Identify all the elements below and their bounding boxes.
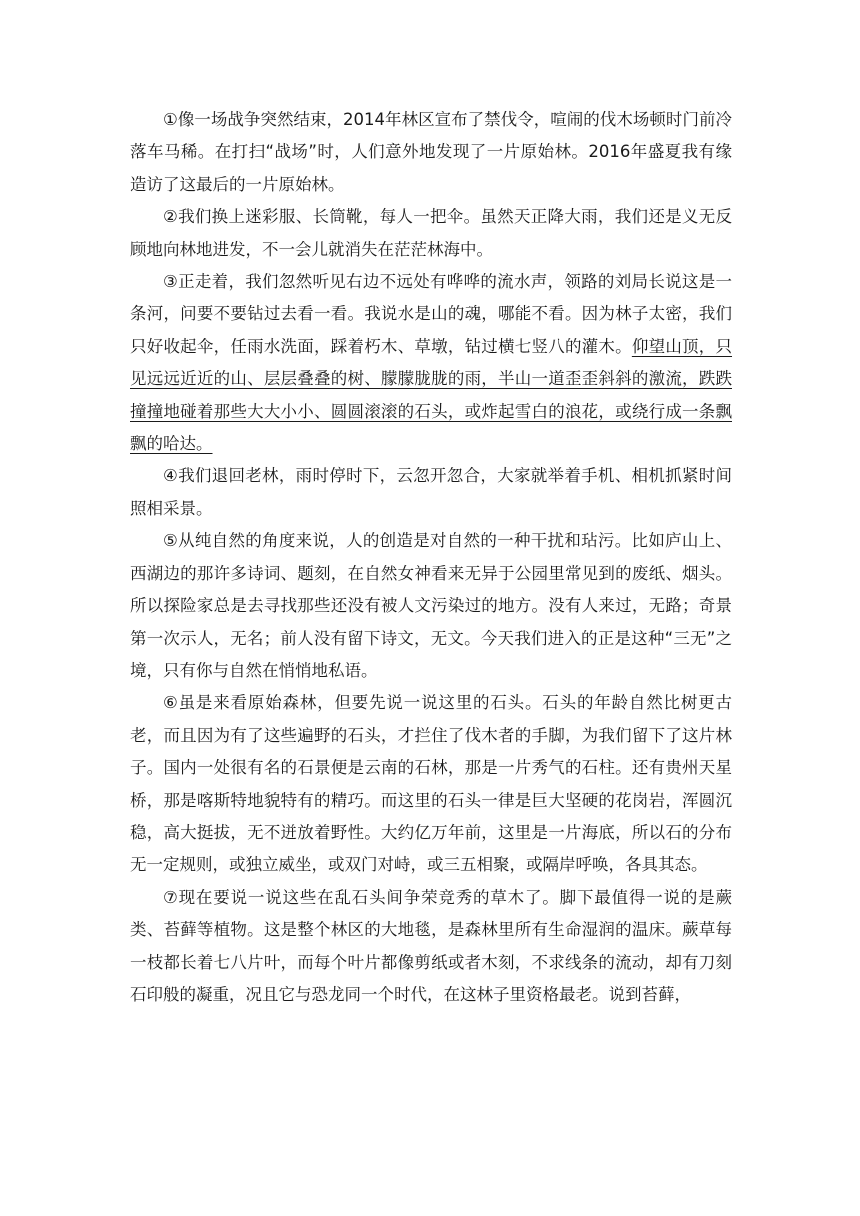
underlined-sentence: 仰望山顶，只见远远近近的山、层层叠叠的树、朦朦胧胧的雨，半山一道歪歪斜斜的激流，跌跌撞撞地碰着那些大大小小、圆圆滚滚的石头，或炸起雪白的浪花，或绕行成一条飘飘的哈达。 — [130, 336, 733, 454]
paragraph-3 — [130, 266, 732, 460]
paragraph-2-text: ②我们换上迷彩服、长筒靴，每人一把伞。虽然天正降大雨，我们还是义无反顾地向林地进发，不一会儿就消失在茫茫林海中。 — [130, 207, 732, 259]
paragraph-3-text: ③正走着，我们忽然听见右边不远处有哗哗的流水声，领路的刘局长说这是一条河，问要不要钻过去看一看。我说水是山的魂，哪能不看。因为林子太密，我们只好收起伞，任雨水洗面，踩着朽木、草墩，钻过横七竖八的灌木。 — [130, 272, 732, 356]
paragraph-4 — [130, 460, 732, 525]
paragraph-6 — [130, 687, 732, 881]
paragraph-7 — [130, 882, 732, 1012]
paragraph-1-text: ①像一场战争突然结束，2014年林区宣布了禁伐令，喧闹的伐木场顿时门前冷落车马稀。在打扫“战场”时，人们意外地发现了一片原始林。2016年盛夏我有缘造访了这最后的一片原始林。 — [130, 110, 732, 194]
paragraph-1 — [130, 104, 732, 201]
paragraph-4-text: ④我们退回老林，雨时停时下，云忽开忽合，大家就举着手机、相机抓紧时间照相采景。 — [130, 466, 732, 518]
paragraph-6-text: ⑥虽是来看原始森林，但要先说一说这里的石头。石头的年龄自然比树更古老，而且因为有了这些遍野的石头，才拦住了伐木者的手脚，为我们留下了这片林子。国内一处很有名的石景便是云南的石林，那是一片秀气的石柱。还有贵州天星桥，那是喀斯特地貌特有的精巧。而这里的石头一律是巨大坚硬的花岗岩，浑圆沉稳，高大挺拔，无不迸放着野性。大约亿万年前，这里是一片海底，所以石的分布无一定规则，或独立威坐，或双门对峙，或三五相聚，或隔岸呼唤，各具其态。 — [130, 693, 732, 875]
paragraph-7-text: ⑦现在要说一说这些在乱石头间争荣竞秀的草木了。脚下最值得一说的是蕨类、苔藓等植物。这是整个林区的大地毯，是森林里所有生命湿润的温床。蕨草每一枝都长着七八片叶，而每个叶片都像剪纸或者木刻，不求线条的流动，却有刀刻石印般的凝重，况且它与恐龙同一个时代，在这林子里资格最老。说到苔藓， — [130, 887, 732, 1004]
paragraph-5 — [130, 525, 732, 687]
paragraph-2 — [130, 201, 732, 266]
paragraph-5-text: ⑤从纯自然的角度来说，人的创造是对自然的一种干扰和玷污。比如庐山上、西湖边的那许多诗词、题刻，在自然女神看来无异于公园里常见到的废纸、烟头。所以探险家总是去寻找那些还没有被人文污染过的地方。没有人来过，无路；奇景第一次示人，无名；前人没有留下诗文，无文。今天我们进入的正是这种“三无”之境，只有你与自然在悄悄地私语。 — [130, 531, 732, 680]
